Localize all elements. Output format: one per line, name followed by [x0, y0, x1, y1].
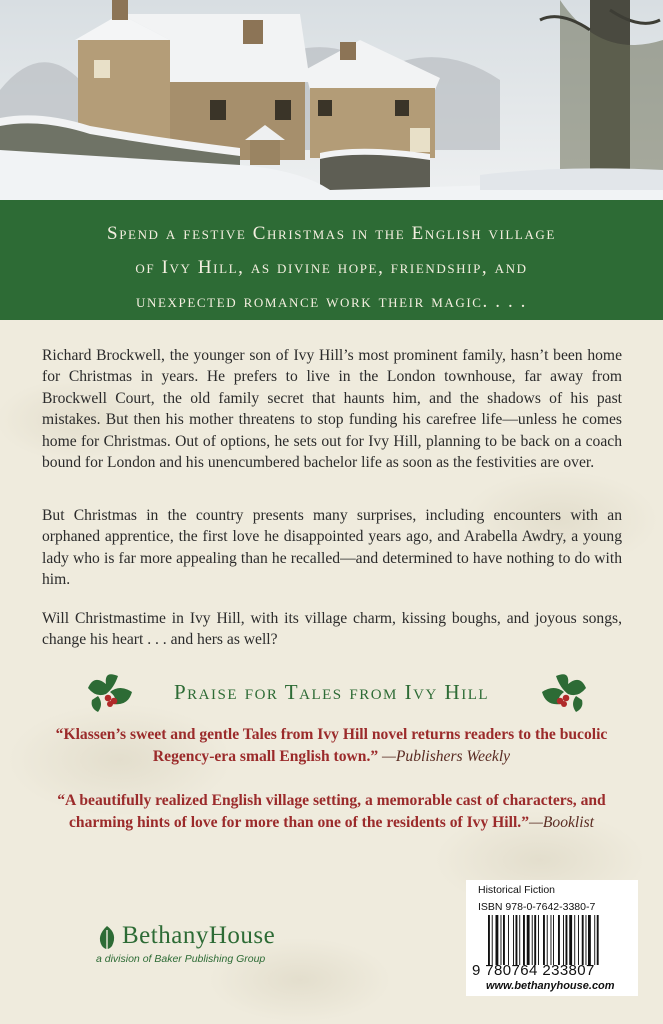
- barcode-isbn: ISBN 978-0-7642-3380-7: [478, 901, 596, 913]
- barcode-bars: [488, 915, 628, 965]
- publisher-logo: [96, 922, 326, 968]
- review-quote-2-source: —Booklist: [529, 814, 594, 831]
- barcode-box: [466, 880, 638, 996]
- tagline-line-3: unexpected romance work their magic. . . .: [136, 291, 527, 312]
- publisher-url: www.bethanyhouse.com: [486, 980, 615, 992]
- tagline-banner: [0, 200, 663, 320]
- leaf-icon: [96, 924, 118, 952]
- tagline-line-2: of Ivy Hill, as divine hope, friendship, and: [135, 257, 528, 278]
- review-quote-2: [30, 790, 633, 834]
- review-quote-1-text: “Klassen’s sweet and gentle Tales from Ivy Hill novel returns readers to the bucolic Regency-era small English town.”: [55, 726, 608, 765]
- review-quote-2-text: “A beautifully realized English village setting, a memorable cast of characters, and charming hints of love for more than one of the residents of Ivy Hill.”: [57, 792, 606, 831]
- publisher-division: a division of Baker Publishing Group: [96, 953, 266, 965]
- barcode-digits: 9 780764 233807: [472, 962, 595, 979]
- description-paragraph-2: But Christmas in the country presents many surprises, including encounters with an orphaned apprentice, the first love he disappointed years ago, and Arabella Awdry, a young lady who is far more appealing than he recalled—and determined to have nothing to do with him.: [42, 507, 622, 589]
- review-quote-1: [30, 724, 633, 768]
- snowy-village-photo: [0, 0, 663, 200]
- publisher-name: BethanyHouse: [122, 922, 276, 949]
- review-quote-1-source: —Publishers Weekly: [378, 748, 511, 765]
- description-paragraph-1: Richard Brockwell, the younger son of Ivy Hill’s most prominent family, hasn’t been home for Christmas in years. He prefers to live in the London townhouse, far away from Brockwell Court, the old family secret that haunts him, and the shadows of his past mistakes. But then his mother threatens to stop funding his carefree life—unless he comes home for Christmas. Out of options, he sets out for Ivy Hill, planning to be back on a coach bound for London and his unencumbered bachelor life as soon as the festivities are over.: [42, 347, 622, 472]
- praise-heading: Praise for Tales from Ivy Hill: [173, 680, 490, 704]
- description-paragraph-3: Will Christmastime in Ivy Hill, with its village charm, kissing boughs, and joyous songs, change his heart . . . and hers as well?: [42, 610, 622, 649]
- barcode-genre: Historical Fiction: [478, 884, 556, 896]
- tagline-line-1: Spend a festive Christmas in the English village: [107, 223, 556, 244]
